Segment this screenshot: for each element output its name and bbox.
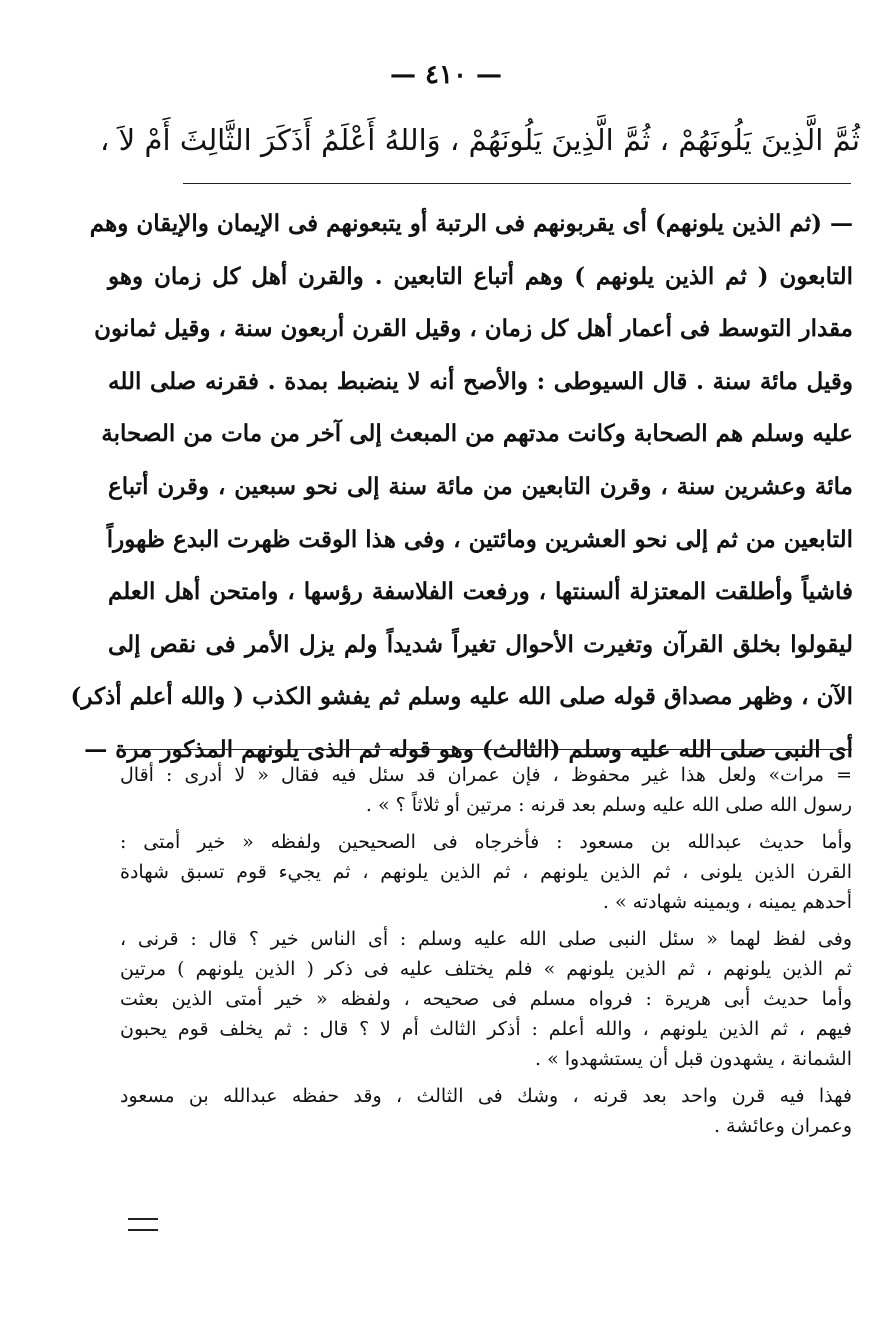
footnote-line: فيهم ، ثم الذين يلونهم ، والله أعلم : أذكر الثالث أم لا ؟ قال : ثم يخلف قوم يحبون bbox=[120, 1018, 852, 1040]
footnote-line: ثم الذين يلونهم ، ثم الذين يلونهم » فلم يختلف عليه فى ذكر ( الذين يلونهم ) مرتين bbox=[120, 958, 852, 980]
footnote-line: وفى لفظ لهما « سئل النبى صلى الله عليه وسلم : أى الناس خير ؟ قال : قرنى ، bbox=[120, 928, 852, 950]
footnote-line: فهذا فيه قرن واحد بعد قرنه ، وشك فى الثالث ، وقد حفظه عبدالله بن مسعود bbox=[120, 1085, 852, 1107]
footnote-line: وأما حديث أبى هريرة : فرواه مسلم فى صحيحه ، ولفظه « خير أمتى الذين بعثت bbox=[120, 988, 852, 1010]
commentary-block bbox=[70, 198, 853, 777]
footnote-divider bbox=[120, 749, 852, 750]
commentary-line: عليه وسلم هم الصحابة وكانت مدتهم من المبعث إلى آخر من مات من الصحابة bbox=[101, 420, 853, 448]
footnote-line: الشمانة ، يشهدون قبل أن يستشهدوا » . bbox=[535, 1048, 852, 1070]
commentary-line: — (ثم الذين يلونهم) أى يقربونهم فى الرتبة أو يتبعونهم فى الإيمان والإيقان وهم bbox=[89, 210, 853, 237]
commentary-line: مقدار التوسط فى أعمار أهل كل زمان ، وقيل القرن أربعون سنة ، وقيل ثمانون bbox=[94, 315, 853, 343]
footnotes-block bbox=[120, 760, 852, 1141]
commentary-line: فاشياً وأطلقت المعتزلة ألسنتها ، ورفعت الفلاسفة رؤسها ، وامتحن أهل العلم bbox=[108, 578, 853, 606]
commentary-line: وقيل مائة سنة . قال السيوطى : والأصح أنه لا ينضبط بمدة . فقرنه صلى الله bbox=[108, 367, 853, 395]
commentary-line: الآن ، وظهر مصداق قوله صلى الله عليه وسلم ثم يفشو الكذب ( والله أعلم أذكر) bbox=[70, 683, 853, 711]
hadith-text: ثُمَّ الَّذِينَ يَلُونَهُمْ ، ثُمَّ الَّذِينَ يَلُونَهُمْ ، وَاللهُ أَعْلَمُ أَذَكَرَ الثَّالِثَ أَمْ لاَ ، bbox=[100, 123, 860, 157]
commentary-line: التابعون ( ثم الذين يلونهم ) وهم أتباع التابعين . والقرن أهل كل زمان وهو bbox=[108, 262, 853, 290]
footnote-line: وعمران وعائشة . bbox=[713, 1115, 852, 1137]
footnote-line: أحدهم يمينه ، ويمينه شهادته » . bbox=[602, 891, 852, 913]
commentary-line: مائة وعشرين سنة ، وقرن التابعين من مائة سنة إلى نحو سبعين ، وقرن أتباع bbox=[108, 472, 853, 500]
hadith-divider bbox=[183, 183, 851, 184]
footnote-line: = مرات» ولعل هذا غير محفوظ ، فإن عمران قد سئل فيه فقال « لا أدرى : أقال bbox=[120, 764, 852, 786]
footnote-line: القرن الذين يلونى ، ثم الذين يلونهم ، ثم الذين يلونهم ، ثم يجيء قوم تسبق شهادة bbox=[120, 861, 852, 883]
commentary-line: أى النبى صلى الله عليه وسلم (الثالث) وهو قوله ثم الذى يلونهم المذكور مرة — bbox=[84, 735, 853, 763]
footnote-line: رسول الله صلى الله عليه وسلم بعد قرنه : مرتين أو ثلاثاً ؟ » . bbox=[365, 794, 852, 816]
page-number: — ٤١٠ — bbox=[389, 60, 503, 90]
commentary-line: التابعين من ثم إلى نحو العشرين ومائتين ، وفى هذا الوقت ظهرت البدع ظهوراً bbox=[106, 525, 853, 553]
continuation-mark bbox=[128, 1218, 158, 1231]
footnote-line: وأما حديث عبدالله بن مسعود : فأخرجاه فى الصحيحين ولفظه « خير أمتى : bbox=[120, 831, 852, 853]
commentary-line: ليقولوا بخلق القرآن وتغيرت الأحوال تغيراً شديداً ولم يزل الأمر فى نقص إلى bbox=[108, 630, 853, 658]
